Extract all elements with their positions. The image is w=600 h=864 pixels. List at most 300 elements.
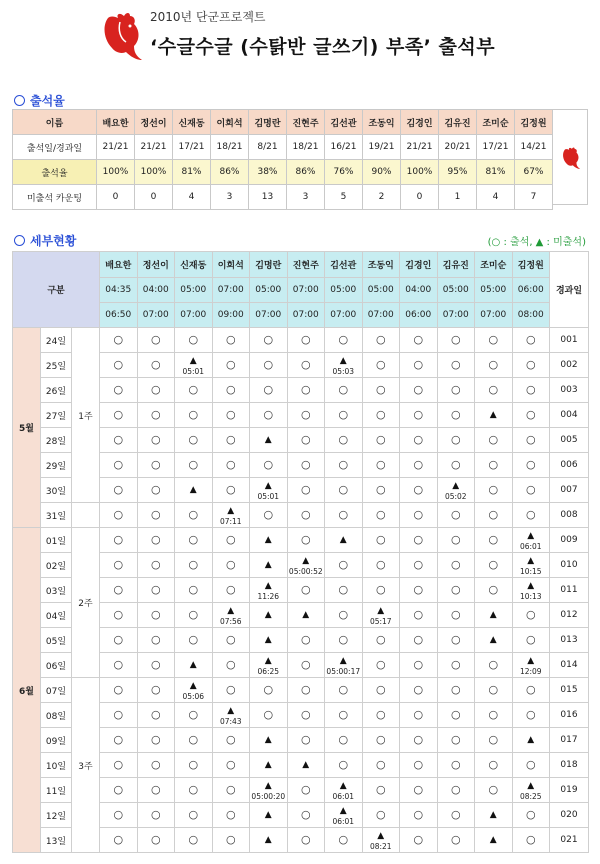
attended-mark-icon: ○	[225, 583, 236, 596]
attended-mark-icon: ○	[413, 808, 424, 821]
attended-mark-icon: ○	[225, 533, 236, 546]
attended-mark-icon: ○	[413, 533, 424, 546]
attendance-cell	[287, 678, 325, 703]
attendance-cell	[175, 453, 213, 478]
day-label: 09일	[41, 728, 72, 753]
elapsed-day-code: 010	[550, 553, 589, 578]
attendance-cell	[362, 578, 400, 603]
attendance-cell	[437, 653, 475, 678]
attendance-cell	[475, 703, 513, 728]
attended-mark-icon: ○	[300, 683, 311, 696]
start-time-cell: 07:00	[212, 278, 250, 303]
attended-mark-icon: ○	[150, 433, 161, 446]
day-label: 13일	[41, 828, 72, 853]
elapsed-day-code: 017	[550, 728, 589, 753]
attended-mark-icon: ○	[488, 558, 499, 571]
attendance-cell	[325, 803, 363, 828]
end-time-cell: 07:00	[362, 303, 400, 328]
start-time-cell: 05:00	[437, 278, 475, 303]
attendance-cell	[250, 803, 288, 828]
attended-mark-icon: ○	[488, 708, 499, 721]
attendance-cell	[437, 578, 475, 603]
check-in-time: 08:25	[519, 791, 542, 801]
check-in-time: 05:17	[369, 616, 392, 626]
attendance-cell	[362, 703, 400, 728]
attendance-cell	[512, 528, 550, 553]
attended-mark-icon: ○	[488, 583, 499, 596]
missed-mark-icon: ▲	[489, 810, 497, 820]
attended-mark-icon: ○	[413, 583, 424, 596]
member-name-header: 김정원	[512, 252, 550, 278]
summary-cell: 16/21	[325, 135, 363, 160]
attended-mark-icon: ○	[525, 433, 536, 446]
side-rooster-panel	[553, 109, 588, 205]
summary-cell: 90%	[363, 160, 401, 185]
attendance-cell	[287, 778, 325, 803]
attended-mark-icon: ○	[150, 408, 161, 421]
missed-mark-icon: ▲	[452, 480, 460, 491]
missed-mark-icon: ▲	[489, 635, 497, 645]
attended-mark-icon: ○	[225, 658, 236, 671]
attendance-cell	[287, 628, 325, 653]
attended-mark-icon: ○	[150, 683, 161, 696]
attended-mark-icon: ○	[300, 833, 311, 846]
elapsed-day-code: 012	[550, 603, 589, 628]
attendance-cell	[400, 603, 438, 628]
check-in-time: 06:01	[332, 791, 355, 801]
attended-mark-icon: ○	[113, 508, 124, 521]
attended-mark-icon: ○	[263, 358, 274, 371]
attendance-cell	[400, 428, 438, 453]
attended-mark-icon: ○	[525, 358, 536, 371]
table-row	[13, 778, 589, 803]
attendance-cell	[325, 578, 363, 603]
attendance-cell	[475, 328, 513, 353]
missed-mark-icon: ▲	[489, 410, 497, 420]
elapsed-day-code: 013	[550, 628, 589, 653]
summary-row-days	[13, 135, 553, 160]
attendance-cell	[212, 803, 250, 828]
summary-cell: 38%	[249, 160, 287, 185]
attended-mark-icon: ○	[488, 758, 499, 771]
day-label: 30일	[41, 478, 72, 503]
attended-mark-icon: ○	[188, 808, 199, 821]
attended-mark-icon: ○	[188, 508, 199, 521]
attended-mark-icon: ○	[488, 658, 499, 671]
attendance-cell	[437, 353, 475, 378]
attendance-cell	[287, 453, 325, 478]
day-label: 04일	[41, 603, 72, 628]
attended-mark-icon: ○	[150, 783, 161, 796]
attended-mark-icon: ○	[225, 783, 236, 796]
attendance-cell	[250, 478, 288, 503]
attendance-cell	[287, 428, 325, 453]
attended-mark-icon: ○	[413, 433, 424, 446]
attended-mark-icon: ○	[375, 808, 386, 821]
attended-mark-icon: ○	[488, 483, 499, 496]
attended-mark-icon: ○	[338, 408, 349, 421]
attendance-cell	[175, 753, 213, 778]
attendance-cell	[212, 628, 250, 653]
attendance-cell	[137, 728, 175, 753]
start-time-cell: 04:00	[137, 278, 175, 303]
attendance-cell	[137, 353, 175, 378]
attendance-cell	[325, 378, 363, 403]
attended-mark-icon: ○	[113, 683, 124, 696]
attendance-cell	[287, 553, 325, 578]
attendance-cell	[400, 503, 438, 528]
attendance-cell	[362, 428, 400, 453]
attendance-cell	[475, 553, 513, 578]
attended-mark-icon: ○	[375, 583, 386, 596]
elapsed-day-code: 006	[550, 453, 589, 478]
attendance-cell	[325, 478, 363, 503]
attendance-cell	[475, 728, 513, 753]
attendance-cell	[475, 353, 513, 378]
attendance-cell	[100, 403, 138, 428]
attendance-cell	[175, 778, 213, 803]
attendance-cell	[287, 578, 325, 603]
attendance-cell	[100, 628, 138, 653]
elapsed-day-code: 005	[550, 428, 589, 453]
elapsed-day-code: 004	[550, 403, 589, 428]
summary-cell: 김유진	[439, 110, 477, 135]
elapsed-day-code: 016	[550, 703, 589, 728]
attended-mark-icon: ○	[188, 333, 199, 346]
summary-cell: 5	[325, 185, 363, 210]
attendance-cell	[362, 503, 400, 528]
attended-mark-icon: ○	[525, 683, 536, 696]
attendance-cell	[437, 778, 475, 803]
attended-mark-icon: ○	[225, 833, 236, 846]
attended-mark-icon: ○	[150, 333, 161, 346]
week-label: 2주	[72, 528, 100, 678]
attended-mark-icon: ○	[150, 633, 161, 646]
attended-mark-icon: ○	[338, 683, 349, 696]
attended-mark-icon: ○	[450, 833, 461, 846]
attended-mark-icon: ○	[188, 408, 199, 421]
day-label: 05일	[41, 628, 72, 653]
table-row	[13, 653, 589, 678]
attendance-cell	[475, 753, 513, 778]
attended-mark-icon: ○	[413, 733, 424, 746]
month-label: 5월	[13, 328, 41, 528]
attended-mark-icon: ○	[150, 583, 161, 596]
attendance-cell	[137, 378, 175, 403]
elapsed-day-code: 009	[550, 528, 589, 553]
elapsed-day-code: 003	[550, 378, 589, 403]
attendance-cell	[362, 803, 400, 828]
attendance-cell	[175, 403, 213, 428]
day-label: 10일	[41, 753, 72, 778]
attended-mark-icon: ○	[113, 333, 124, 346]
attendance-cell	[175, 378, 213, 403]
day-label: 02일	[41, 553, 72, 578]
attendance-cell	[137, 428, 175, 453]
end-time-cell: 07:00	[175, 303, 213, 328]
attendance-cell	[250, 328, 288, 353]
attended-mark-icon: ○	[113, 358, 124, 371]
attended-mark-icon: ○	[488, 383, 499, 396]
attendance-cell	[512, 428, 550, 453]
attendance-cell	[287, 828, 325, 853]
summary-cell: 21/21	[135, 135, 173, 160]
attendance-cell	[400, 328, 438, 353]
attended-mark-icon: ○	[150, 733, 161, 746]
elapsed-day-code: 001	[550, 328, 589, 353]
missed-mark-icon: ▲	[489, 610, 497, 620]
attendance-cell	[475, 378, 513, 403]
circle-bullet-icon	[14, 95, 25, 106]
attendance-cell	[287, 503, 325, 528]
missed-mark-icon: ▲	[302, 610, 310, 620]
end-time-cell: 07:00	[287, 303, 325, 328]
attendance-cell	[362, 678, 400, 703]
attendance-cell	[137, 753, 175, 778]
table-row	[13, 628, 589, 653]
attendance-cell	[325, 403, 363, 428]
week-label-empty	[72, 503, 100, 528]
attended-mark-icon: ○	[300, 658, 311, 671]
missed-mark-icon: ▲	[264, 560, 272, 570]
attended-mark-icon: ○	[150, 533, 161, 546]
attendance-cell	[475, 828, 513, 853]
attended-mark-icon: ○	[525, 508, 536, 521]
attended-mark-icon: ○	[488, 333, 499, 346]
attendance-cell	[100, 428, 138, 453]
summary-row-name	[13, 110, 553, 135]
missed-mark-icon: ▲	[339, 355, 347, 366]
attended-mark-icon: ○	[488, 733, 499, 746]
attended-mark-icon: ○	[263, 333, 274, 346]
summary-cell: 81%	[477, 160, 515, 185]
day-label: 26일	[41, 378, 72, 403]
attendance-cell	[325, 503, 363, 528]
table-row	[13, 503, 589, 528]
attendance-cell	[250, 728, 288, 753]
table-row	[13, 328, 589, 353]
attendance-cell	[512, 628, 550, 653]
attended-mark-icon: ○	[338, 558, 349, 571]
attended-mark-icon: ○	[525, 708, 536, 721]
attendance-cell	[250, 578, 288, 603]
attended-mark-icon: ○	[113, 383, 124, 396]
attendance-cell	[212, 578, 250, 603]
attendance-cell	[137, 653, 175, 678]
attendance-cell	[212, 453, 250, 478]
attended-mark-icon: ○	[150, 458, 161, 471]
missed-mark-icon: ▲	[339, 535, 347, 545]
attendance-cell	[362, 778, 400, 803]
summary-cell: 100%	[97, 160, 135, 185]
attendance-cell	[175, 528, 213, 553]
attended-mark-icon: ○	[413, 333, 424, 346]
attended-mark-icon: ○	[413, 408, 424, 421]
attended-mark-icon: ○	[150, 833, 161, 846]
attended-mark-icon: ○	[375, 533, 386, 546]
end-time-cell: 07:00	[325, 303, 363, 328]
attendance-cell	[362, 478, 400, 503]
attendance-cell	[325, 728, 363, 753]
attended-mark-icon: ○	[413, 483, 424, 496]
summary-cell: 2	[363, 185, 401, 210]
attendance-cell	[362, 378, 400, 403]
attendance-cell	[475, 603, 513, 628]
attended-mark-icon: ○	[413, 783, 424, 796]
table-row	[13, 353, 589, 378]
summary-cell: 0	[97, 185, 135, 210]
table-row	[13, 378, 589, 403]
attended-mark-icon: ○	[338, 758, 349, 771]
attendance-cell	[475, 678, 513, 703]
attended-mark-icon: ○	[188, 383, 199, 396]
attendance-cell	[100, 503, 138, 528]
attendance-cell	[250, 503, 288, 528]
attended-mark-icon: ○	[525, 608, 536, 621]
attended-mark-icon: ○	[150, 483, 161, 496]
member-name-header: 김유진	[437, 252, 475, 278]
day-label: 27일	[41, 403, 72, 428]
attended-mark-icon: ○	[225, 558, 236, 571]
attendance-cell	[475, 628, 513, 653]
start-time-cell: 05:00	[362, 278, 400, 303]
table-row	[13, 753, 589, 778]
attended-mark-icon: ○	[113, 633, 124, 646]
elapsed-day-code: 007	[550, 478, 589, 503]
attended-mark-icon: ○	[338, 608, 349, 621]
start-time-cell: 07:00	[287, 278, 325, 303]
attendance-cell	[175, 803, 213, 828]
table-row	[13, 403, 589, 428]
attended-mark-icon: ○	[525, 808, 536, 821]
day-label: 01일	[41, 528, 72, 553]
check-in-time: 10:13	[519, 591, 542, 601]
attended-mark-icon: ○	[525, 758, 536, 771]
attended-mark-icon: ○	[225, 758, 236, 771]
attended-mark-icon: ○	[300, 633, 311, 646]
start-time-cell: 05:00	[325, 278, 363, 303]
member-name-header: 진현주	[287, 252, 325, 278]
attendance-cell	[250, 353, 288, 378]
attendance-cell	[362, 728, 400, 753]
attended-mark-icon: ○	[413, 833, 424, 846]
attended-mark-icon: ○	[338, 483, 349, 496]
summary-cell: 86%	[211, 160, 249, 185]
attendance-cell	[175, 428, 213, 453]
table-row	[13, 453, 589, 478]
attendance-cell	[475, 478, 513, 503]
attendance-cell	[250, 653, 288, 678]
attendance-cell	[512, 553, 550, 578]
attendance-cell	[400, 753, 438, 778]
summary-cell: 18/21	[211, 135, 249, 160]
attendance-cell	[175, 603, 213, 628]
attendance-cell	[175, 328, 213, 353]
attendance-cell	[475, 578, 513, 603]
attendance-cell	[175, 503, 213, 528]
detail-section-title: 세부현황	[14, 232, 76, 249]
day-label: 31일	[41, 503, 72, 528]
check-in-time: 06:01	[519, 541, 542, 551]
member-name-header: 이희석	[212, 252, 250, 278]
missed-mark-icon: ▲	[189, 660, 197, 670]
start-time-cell: 04:00	[400, 278, 438, 303]
attendance-cell	[362, 353, 400, 378]
attendance-cell	[287, 728, 325, 753]
start-time-cell: 04:35	[100, 278, 138, 303]
elapsed-header: 경과일	[550, 252, 589, 328]
attendance-cell	[137, 478, 175, 503]
member-name-header: 김선관	[325, 252, 363, 278]
attendance-cell	[100, 753, 138, 778]
attended-mark-icon: ○	[375, 783, 386, 796]
attendance-cell	[287, 753, 325, 778]
day-label: 08일	[41, 703, 72, 728]
attended-mark-icon: ○	[450, 458, 461, 471]
start-time-cell: 05:00	[475, 278, 513, 303]
attendance-cell	[100, 478, 138, 503]
attendance-cell	[437, 478, 475, 503]
elapsed-day-code: 002	[550, 353, 589, 378]
attendance-cell	[512, 453, 550, 478]
attended-mark-icon: ○	[150, 658, 161, 671]
check-in-time: 05:00:52	[288, 566, 323, 576]
member-name-header: 김명란	[250, 252, 288, 278]
attended-mark-icon: ○	[338, 733, 349, 746]
attendance-cell	[137, 503, 175, 528]
member-name-header: 조동익	[362, 252, 400, 278]
summary-cell: 3	[211, 185, 249, 210]
attendance-cell	[212, 403, 250, 428]
attendance-cell	[212, 503, 250, 528]
attended-mark-icon: ○	[150, 808, 161, 821]
check-in-time: 05:06	[182, 691, 205, 701]
attendance-cell	[250, 678, 288, 703]
attendance-cell	[475, 403, 513, 428]
attended-mark-icon: ○	[338, 708, 349, 721]
attendance-cell	[287, 803, 325, 828]
attended-mark-icon: ○	[225, 358, 236, 371]
page-header	[0, 0, 600, 80]
header-subtitle: 2010년 단군프로젝트	[150, 10, 266, 24]
attended-mark-icon: ○	[413, 608, 424, 621]
attended-mark-icon: ○	[113, 833, 124, 846]
attendance-cell	[325, 453, 363, 478]
attended-mark-icon: ○	[338, 333, 349, 346]
member-name-header: 김경인	[400, 252, 438, 278]
attended-mark-icon: ○	[263, 458, 274, 471]
table-row	[13, 478, 589, 503]
attendance-cell	[287, 403, 325, 428]
attendance-cell	[100, 653, 138, 678]
missed-mark-icon: ▲	[264, 810, 272, 820]
attendance-cell	[175, 628, 213, 653]
end-time-cell: 06:00	[400, 303, 438, 328]
attendance-cell	[475, 778, 513, 803]
attendance-cell	[437, 603, 475, 628]
summary-cell: 4	[477, 185, 515, 210]
attended-mark-icon: ○	[113, 758, 124, 771]
elapsed-day-code: 019	[550, 778, 589, 803]
attendance-cell	[212, 328, 250, 353]
attended-mark-icon: ○	[113, 733, 124, 746]
missed-mark-icon: ▲	[264, 580, 272, 591]
attended-mark-icon: ○	[113, 433, 124, 446]
attended-mark-icon: ○	[413, 683, 424, 696]
attendance-cell	[437, 403, 475, 428]
attended-mark-icon: ○	[375, 558, 386, 571]
missed-mark-icon: ▲	[264, 535, 272, 545]
